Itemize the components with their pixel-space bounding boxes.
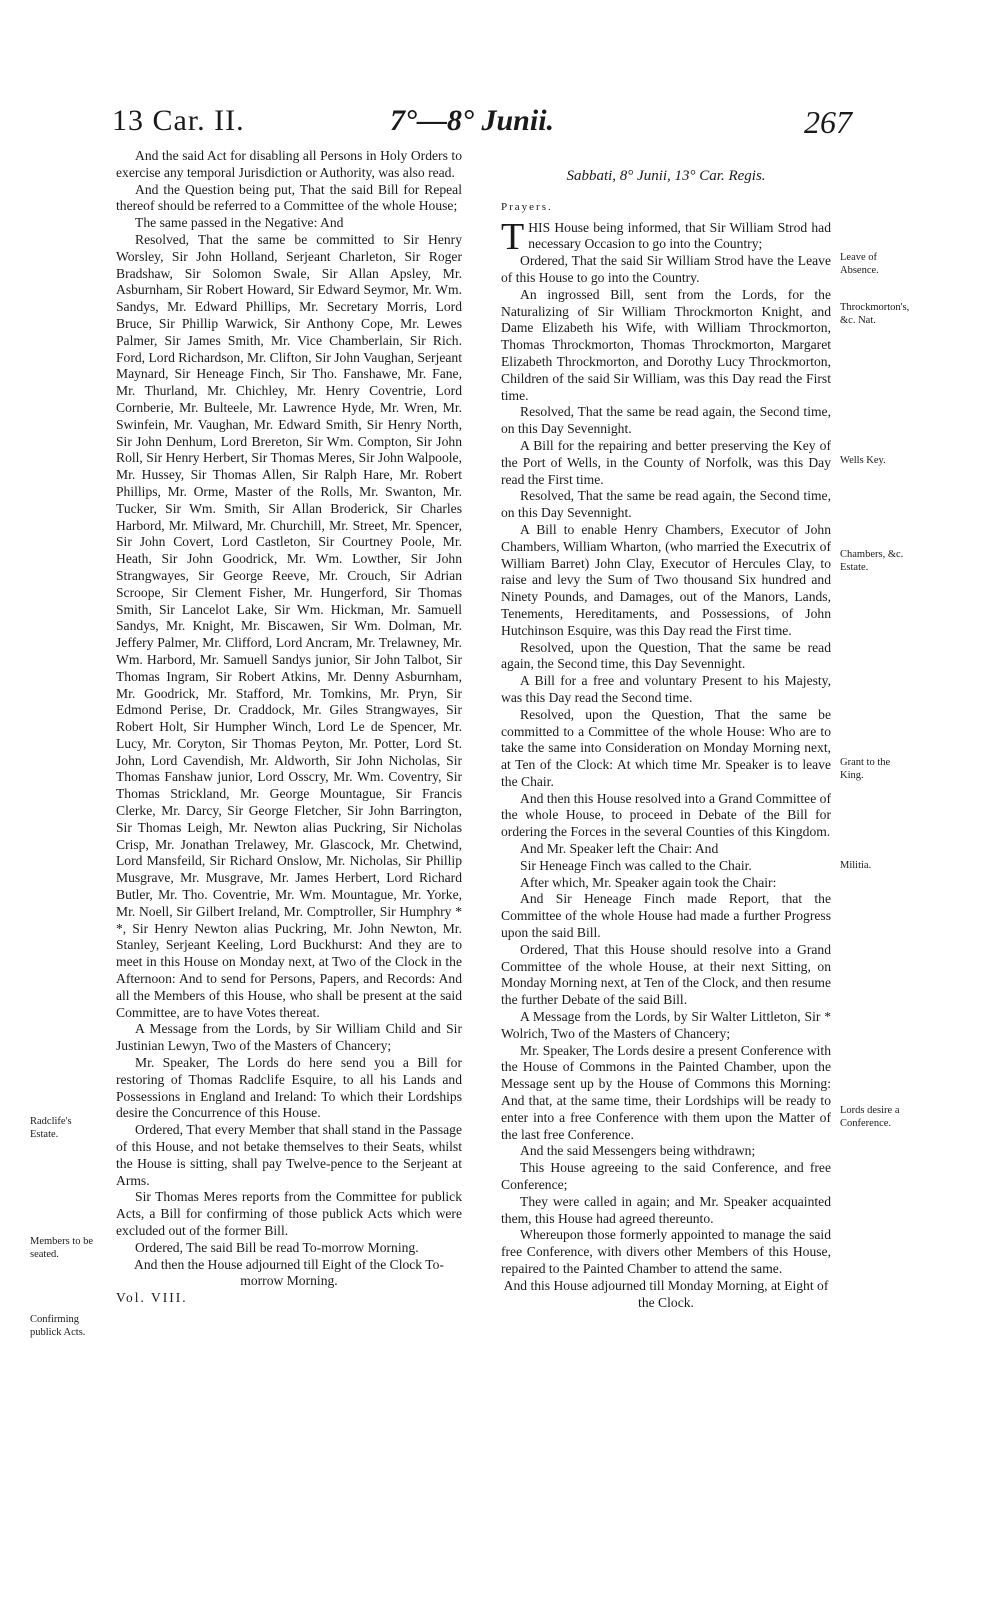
sitting-dateline: Sabbati, 8° Junii, 13° Car. Regis. [566, 168, 766, 184]
adjournment-note: And this House adjourned till Monday Morning, at Eight of the Clock. [503, 1277, 829, 1310]
paragraph: Sir Thomas Meres reports from the Committee for publick Acts, a Bill for confirming of those publick Acts which were excluded out of the former Bill. [116, 1189, 462, 1238]
paragraph: A Bill for the repairing and better preserving the Key of the Port of Wells, in the County of Norfolk, was this Day read the First time. [501, 437, 831, 487]
paragraph: Mr. Speaker, The Lords desire a present Conference with the House of Commons in the Painted Chamber, upon the Message sent up by the House of Commons this Morning: And that, at the same time, their Lordships will be ready to enter into a free Conference with them upon the Matter of the last free Conference. [501, 1042, 831, 1142]
paragraph: Ordered, That every Member that shall stand in the Passage of this House, and not betake themselves to their Seats, whilst the House is sitting, shall pay Twelve-pence to the Serjeant at Arms. [116, 1122, 462, 1188]
paragraph: Whereupon those formerly appointed to manage the said free Conference, with divers other Members of this House, repaired to the Painted Chamber to attend the same. [501, 1227, 831, 1276]
margin-note: Militia. [840, 860, 872, 871]
margin-note: Chambers, &c. Estate. [840, 549, 904, 573]
paragraph: The same passed in the Negative: And [135, 215, 344, 231]
paragraph: A Message from the Lords, by Sir William Child and Sir Justinian Lewyn, Two of the Masters of Chancery; [116, 1021, 462, 1054]
page-header [112, 104, 852, 148]
paragraph: A Bill for a free and voluntary Present to his Majesty, was this Day read the Second time. [501, 673, 831, 705]
regnal-year-heading: 13 Car. II. [112, 104, 245, 137]
paragraph: And the Question being put, That the said Bill for Repeal thereof should be referred to a Committee of the whole House; [116, 181, 462, 214]
margin-note: Lords desire a Conference. [840, 1105, 900, 1129]
paragraph: Sir Heneage Finch was called to the Chair. [520, 857, 752, 873]
paragraph: And Mr. Speaker left the Chair: And [520, 841, 719, 857]
volume-footer: Vol. VIII. [116, 1290, 188, 1306]
paragraph: Resolved, upon the Question, That the same be committed to a Committee of the whole House: Who are to take the same into Consideration on Monday Morning next, at Ten of the Clock: At which time Mr. Speaker is to leave the Chair. [501, 706, 831, 789]
paragraph: Ordered, That this House should resolve into a Grand Committee of the whole House, at their next Sitting, on Monday Morning next, at Ten of the Clock, and then resume the further Debate of the said Bill. [501, 941, 831, 1008]
margin-note: Grant to the King. [840, 757, 891, 781]
paragraph: Mr. Speaker, The Lords do here send you a Bill for restoring of Thomas Radclife Esquire, to all his Lands and Possessions in England and Ireland: To which their Lordships desire the Concurrence of this House. [116, 1055, 462, 1121]
margin-note: Leave of Absence. [840, 252, 879, 276]
paragraph: HIS House being informed, that Sir William Strod had necessary Occasion to go into the Country; [528, 219, 831, 252]
committee-resolution: Resolved, That the same be committed to Sir Henry Worsley, Sir John Holland, Serjeant Charleton, Sir Roger Bradshaw, Sir Solomon Swale, Sir Allan Apsley, Mr. Asburnham, Sir Robert Howard, Sir Edward Seymor, Mr. Wm. Sandys, Mr. Edward Phillips, Mr. Secretary Morris, Lord Bruce, Sir Phillip Warwick, Sir Anthony Cope, Mr. Lewes Palmer, Sir James Smith, Mr. Vice Chamberlain, Sir Rich. Ford, Lord Richardson, Mr. Clifton, Sir John Vaughan, Serjeant Maynard, Sir Heneage Finch, Sir Tho. Fanshawe, Mr. Fane, Mr. Thurland, Mr. Chichley, Mr. Henry Coventrie, Lord Cornberie, Mr. Bulteele, Mr. Lawrence Hyde, Mr. Wren, Mr. Swinfein, Mr. Vaughan, Mr. Edward Smith, Sir Henry North, Sir John Denhum, Lord Brereton, Sir Wm. Compton, Sir John Roll, Sir Henry Herbert, Sir Thomas Meres, Sir John Walpoole, Mr. Hussey, Sir Thomas Allen, Sir Ralph Hare, Mr. Robert Phillips, Mr. Orme, Master of the Rolls, Mr. Swanton, Mr. Tucker, Sir Wm. Smith, Sir Allan Broderick, Sir Charles Harbord, Mr. Milward, Mr. Churchill, Mr. Street, Mr. Spencer, Sir John Covert, Lord Castleton, Sir Courtney Poole, Mr. Heath, Sir John Goodrick, Mr. Wm. Lowther, Sir John Strangwayes, Sir George Reeve, Mr. Crouch, Sir Adrian Scroope, Sir Clement Fisher, Mr. Hungerford, Sir Thomas Smith, Sir Lancelot Lake, Sir Wm. Hickman, Mr. Samuell Sandys, Mr. Knight, Mr. Biscawen, Sir Wm. Dolman, Mr. Jeffery Palmer, Mr. Clifford, Lord Ancram, Mr. Trelawney, Mr. Wm. Harbord, Mr. Samuell Sandys junior, Sir John Talbot, Sir Thomas Ingram, Sir Robert Atkins, Mr. Denny Asburnham, Mr. Goodrick, Mr. Stafford, Mr. Tomkins, Mr. Pryn, Sir Edmond Perise, Dr. Craddock, Mr. Giles Strangwayes, Sir Robert Holt, Sir Humpher Winch, Lord Le de Spencer, Mr. Lucy, Mr. Coryton, Sir Thomas Peyton, Mr. Potter, Lord St. John, Lord Cavendish, Mr. Aldworth, Sir John Nicholas, Sir Thomas Fanshaw junior, Lord Osscry, Mr. Wm. Coventry, Sir Thomas Strickland, Mr. George Mountague, Sir Francis Clerke, Mr. Darcy, Sir George Fletcher, Sir John Barrington, Sir Thomas Leigh, Mr. Newton alias Puckring, Sir Nicholas Crisp, Mr. Jonathan Trelawey, Mr. Glascock, Mr. Chetwind, Lord Mansfeild, Sir Richard Onslow, Mr. Nicholas, Sir Phillip Musgrave, Mr. Musgrave, Mr. James Herbert, Lord Richard Butler, Mr. Tho. Coventrie, Mr. Wm. Mountague, Mr. Yorke, Mr. Noell, Sir Gilbert Ireland, Mr. Comptroller, Sir Humphry * *, Sir Henry Newton alias Puckring, Mr. John Newton, Mr. Stanley, Serjeant Keeling, Lord Buckhurst: And they are to meet in this House on Monday next, at Two of the Clock in the Afternoon: And to send for Persons, Papers, and Records: And all the Members of this House, who shall be present at the said Committee, are to have Votes thereat. [116, 231, 462, 1020]
margin-note: Members to be seated. [30, 1236, 93, 1260]
paragraph: This House agreeing to the said Conference, and free Conference; [501, 1160, 831, 1193]
paragraph: And Sir Heneage Finch made Report, that the Committee of the whole House had made a further Progress upon the said Bill. [501, 891, 831, 941]
margin-note: Radclife's Estate. [30, 1116, 72, 1140]
paragraph: Resolved, upon the Question, That the same be read again, the Second time, this Day Sevennight. [501, 639, 831, 672]
paragraph: Ordered, That the said Sir William Strod have the Leave of this House to go into the Country. [501, 253, 831, 285]
paragraph: An ingrossed Bill, sent from the Lords, for the Naturalizing of Sir William Throckmorton Knight, and Dame Elizabeth his Wife, with William Throckmorton, Thomas Throckmorton, Thomas Throckmorton, Margaret Elizabeth Throckmorton, and Dorothy Lucy Throckmorton, Children of the said Sir William, was this Day read the First time. [501, 286, 831, 403]
paragraph: They were called in again; and Mr. Speaker acquainted them, this House had agreed thereunto. [501, 1193, 831, 1226]
adjournment-note: And then the House adjourned till Eight of the Clock To-morrow Morning. [134, 1256, 444, 1289]
paragraph: After which, Mr. Speaker again took the Chair: [520, 874, 777, 890]
right-column [501, 168, 831, 1311]
paragraph: And the said Act for disabling all Persons in Holy Orders to exercise any temporal Jurisdiction or Authority, was also read. [116, 148, 462, 180]
margin-note: Confirming publick Acts. [30, 1314, 86, 1338]
paragraph: A Message from the Lords, by Sir Walter Littleton, Sir * Wolrich, Two of the Masters of Chancery; [501, 1009, 831, 1041]
paragraph: Ordered, The said Bill be read To-morrow Morning. [135, 1239, 419, 1255]
paragraph: Resolved, That the same be read again, the Second time, on this Day Sevennight. [501, 488, 831, 521]
page-number: 267 [804, 104, 852, 140]
paragraph: A Bill to enable Henry Chambers, Executor of John Chambers, William Wharton, (who married the Executrix of William Barret) John Clay, Executor of Hercules Clay, to raise and levy the Sum of Two thousand Six hundred and Ninety Pounds, and Damages, out of the Manors, Lands, Tenements, Hereditaments, and Possessions, of John Hutchinson Esquire, was this Day read the First time. [501, 521, 831, 638]
paragraph: And the said Messengers being withdrawn; [520, 1143, 756, 1159]
margin-note: Wells Key. [840, 455, 886, 466]
date-heading: 7°—8° Junii. [390, 104, 555, 137]
margin-note: Throckmorton's, &c. Nat. [840, 302, 910, 326]
left-column [116, 148, 462, 1307]
drop-cap: T [501, 215, 525, 258]
paragraph: And then this House resolved into a Grand Committee of the whole House, to proceed in Debate of the Bill for ordering the Forces in the several Counties of this Kingdom. [501, 790, 831, 840]
prayers-heading: Prayers. [501, 200, 553, 213]
paragraph: Resolved, That the same be read again, the Second time, on this Day Sevennight. [501, 404, 831, 437]
